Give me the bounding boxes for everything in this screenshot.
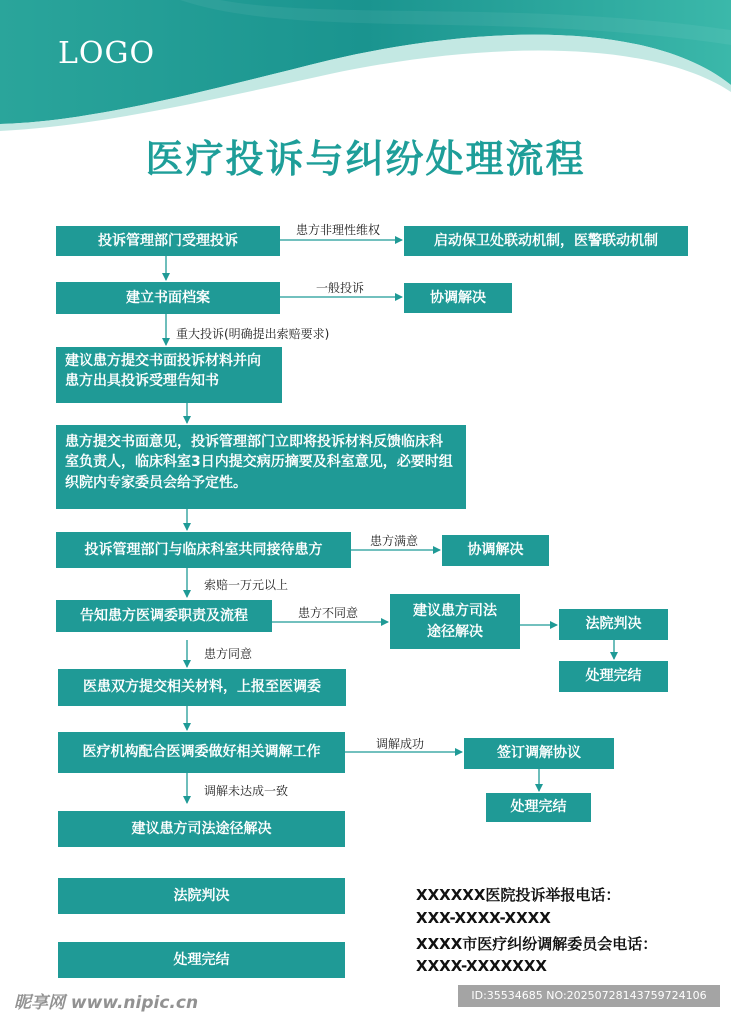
- box-inform-committee: 告知患方医调委职责及流程: [56, 600, 272, 632]
- box-accept-complaint: 投诉管理部门受理投诉: [56, 226, 280, 256]
- label-agree: 患方同意: [204, 647, 253, 661]
- box-suggest-written: 建议患方提交书面投诉材料并向患方出具投诉受理告知书: [56, 347, 282, 403]
- label-disagree: 患方不同意: [298, 606, 359, 620]
- box-done-1: 处理完结: [559, 661, 668, 692]
- contact-hospital-phone: XXX-XXXX-XXXX: [416, 909, 551, 927]
- box-mediation: 医疗机构配合医调委做好相关调解工作: [58, 732, 345, 773]
- label-irrational: 患方非理性维权: [296, 223, 381, 237]
- logo: LOGO: [58, 36, 156, 71]
- box-coordinate-1: 协调解决: [404, 283, 512, 313]
- contact-committee-phone: XXXX-XXXXXXX: [416, 957, 547, 975]
- label-satisfied: 患方满意: [370, 534, 419, 548]
- box-court-1: 法院判决: [559, 609, 668, 640]
- box-feedback: 患方提交书面意见，投诉管理部门立即将投诉材料反馈临床科室负责人，临床科室3日内提交病历摘要及科室意见，必要时组织院内专家委员会给予定性。: [56, 425, 466, 509]
- page-title: 医疗投诉与纠纷处理流程: [145, 137, 586, 181]
- box-written-archive: 建立书面档案: [56, 282, 280, 314]
- box-joint-reception: 投诉管理部门与临床科室共同接待患方: [56, 532, 351, 568]
- box-done-2: 处理完结: [486, 793, 591, 822]
- label-general-complaint: 一般投诉: [316, 281, 365, 295]
- box-suggest-judicial-2: 建议患方司法途径解决: [58, 811, 345, 847]
- watermark-site: 昵享网 www.nipic.cn: [14, 993, 199, 1013]
- label-serious-complaint: 重大投诉(明确提出索赔要求): [176, 327, 330, 341]
- box-court-2: 法院判决: [58, 878, 345, 914]
- label-mediation-success: 调解成功: [376, 737, 425, 751]
- contact-committee-label: XXXX市医疗纠纷调解委员会电话：: [416, 935, 658, 953]
- box-sign-agreement: 签订调解协议: [464, 738, 614, 769]
- contact-hospital-label: XXXXXX医院投诉举报电话：: [416, 886, 621, 904]
- box-submit-materials: 医患双方提交相关材料，上报至医调委: [58, 669, 346, 706]
- box-suggest-judicial-1: 建议患方司法途径解决: [390, 594, 520, 649]
- label-mediation-fail: 调解未达成一致: [204, 784, 289, 798]
- box-done-3: 处理完结: [58, 942, 345, 978]
- label-over-10k: 索赔一万元以上: [204, 578, 289, 592]
- box-linkage-mechanism: 启动保卫处联动机制，医警联动机制: [404, 226, 688, 256]
- box-coordinate-2: 协调解决: [442, 535, 549, 566]
- watermark-id: ID:35534685 NO:20250728143759724106: [458, 985, 720, 1007]
